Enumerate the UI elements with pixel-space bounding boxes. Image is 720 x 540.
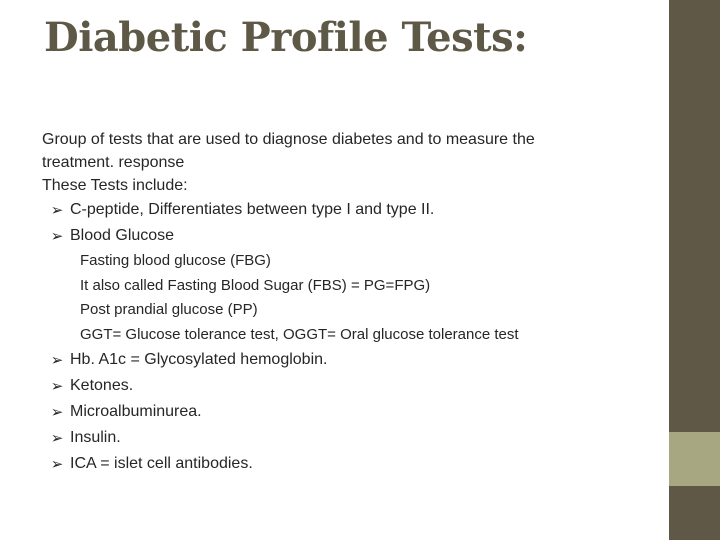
list-item	[42, 223, 652, 249]
list-item-text: Insulin.	[70, 429, 121, 446]
list-item	[42, 197, 652, 223]
sub-list-item: It also called Fasting Blood Sugar (FBS) = PG=FPG)	[80, 276, 431, 294]
list-item-text: Microalbuminurea.	[70, 403, 202, 420]
arrow-bullet-icon: ➢	[50, 429, 64, 447]
arrow-bullet-icon: ➢	[50, 403, 64, 421]
arrow-bullet-icon: ➢	[50, 201, 64, 219]
arrow-bullet-icon: ➢	[50, 377, 64, 395]
list-item-text: Hb. A1c = Glycosylated hemoglobin.	[70, 351, 328, 368]
list-item	[42, 425, 652, 451]
sub-list-item: GGT= Glucose tolerance test, OGGT= Oral glucose tolerance test	[80, 325, 519, 343]
arrow-bullet-icon: ➢	[50, 227, 64, 245]
list-item-text: Ketones.	[70, 377, 134, 394]
intro-text: Group of tests that are used to diagnose diabetes and to measure the	[42, 131, 535, 148]
sub-list-item: Post prandial glucose (PP)	[80, 301, 258, 318]
arrow-bullet-icon: ➢	[50, 455, 64, 473]
list-item-text: ICA = islet cell antibodies.	[70, 455, 253, 472]
list-item	[42, 373, 652, 399]
list-item-text: Blood Glucose	[70, 227, 175, 244]
side-accent-block	[669, 432, 720, 486]
slide-body	[42, 128, 652, 477]
slide-title: Diabetic Profile Tests:	[44, 14, 528, 61]
list-item-text: C-peptide, Differentiates between type I and type II.	[70, 201, 435, 218]
intro-heading: These Tests include:	[42, 177, 188, 194]
list-item	[42, 399, 652, 425]
sub-list-item: Fasting blood glucose (FBG)	[80, 252, 271, 269]
list-item	[42, 451, 652, 477]
intro-text-continued: treatment. response	[42, 154, 185, 171]
list-item	[42, 347, 652, 373]
arrow-bullet-icon: ➢	[50, 351, 64, 369]
